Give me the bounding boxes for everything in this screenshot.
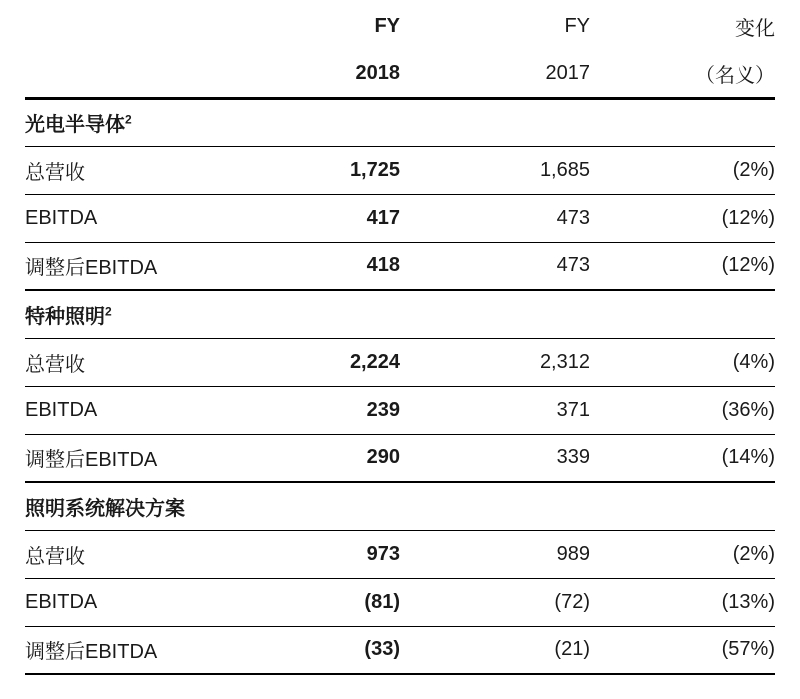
section-header-row — [25, 98, 775, 146]
value-change: (2%) — [732, 158, 775, 181]
table-row — [25, 386, 775, 434]
table-row — [25, 146, 775, 194]
header-row-fiscal-year — [25, 50, 775, 98]
header-row-fiscal-label — [25, 2, 775, 50]
value-fy2018: 418 — [366, 254, 400, 277]
value-fy2017: 473 — [556, 254, 590, 277]
header-fy2018-year: 2018 — [355, 61, 400, 84]
row-label: 调整后EBITDA — [25, 257, 158, 280]
table-row — [25, 578, 775, 626]
value-change: (13%) — [721, 590, 775, 613]
section-title: 照明系统解决方案 — [25, 497, 185, 520]
section-title: 光电半导体$^2$ — [25, 112, 132, 136]
header-change-label: 变化 — [735, 17, 775, 40]
section-title: 特种照明$^2$ — [25, 304, 112, 328]
table-row — [25, 338, 775, 386]
value-fy2017: (21) — [554, 638, 590, 661]
value-change: (57%) — [721, 638, 775, 661]
row-label: 总营收 — [25, 545, 85, 568]
table-row — [25, 434, 775, 482]
value-fy2018: 1,725 — [349, 158, 400, 181]
row-label: EBITDA — [25, 398, 98, 421]
value-fy2017: 989 — [556, 542, 590, 565]
value-fy2017: 371 — [556, 398, 590, 421]
row-label: EBITDA — [25, 590, 98, 613]
section-header-row — [25, 290, 775, 338]
table-row — [25, 242, 775, 290]
value-change: (12%) — [721, 206, 775, 229]
value-fy2018: 290 — [366, 446, 400, 469]
table-row — [25, 194, 775, 242]
value-fy2017: 2,312 — [539, 350, 590, 373]
value-change: (36%) — [721, 398, 775, 421]
header-fy2017-year: 2017 — [545, 61, 590, 84]
header-fy2018-label: FY — [374, 14, 400, 37]
value-fy2018: 417 — [366, 206, 400, 229]
header-spacer — [25, 50, 250, 98]
value-change: (12%) — [721, 254, 775, 277]
value-fy2017: 1,685 — [539, 158, 590, 181]
value-change: (2%) — [732, 542, 775, 565]
value-change: (14%) — [721, 446, 775, 469]
table-row — [25, 626, 775, 674]
row-label: 调整后EBITDA — [25, 449, 158, 472]
value-fy2018: 2,224 — [349, 350, 400, 373]
header-fy2017-label: FY — [564, 14, 590, 37]
value-fy2018: (33) — [364, 638, 400, 661]
row-label: EBITDA — [25, 206, 98, 229]
value-fy2017: 473 — [556, 206, 590, 229]
row-label: 总营收 — [25, 161, 85, 184]
value-fy2018: 973 — [366, 542, 400, 565]
value-change: (4%) — [732, 350, 775, 373]
header-change-sub: （名义） — [695, 64, 775, 87]
footnote-superscript: 2 — [105, 304, 112, 319]
value-fy2017: (72) — [554, 590, 590, 613]
row-label: 调整后EBITDA — [25, 641, 158, 664]
table-row — [25, 530, 775, 578]
footnote-superscript: 2 — [125, 112, 132, 127]
section-header-row — [25, 482, 775, 530]
value-fy2018: (81) — [364, 590, 400, 613]
row-label: 总营收 — [25, 353, 85, 376]
header-spacer — [25, 2, 250, 50]
value-fy2017: 339 — [556, 446, 590, 469]
value-fy2018: 239 — [366, 398, 400, 421]
financial-segment-table — [25, 2, 775, 675]
